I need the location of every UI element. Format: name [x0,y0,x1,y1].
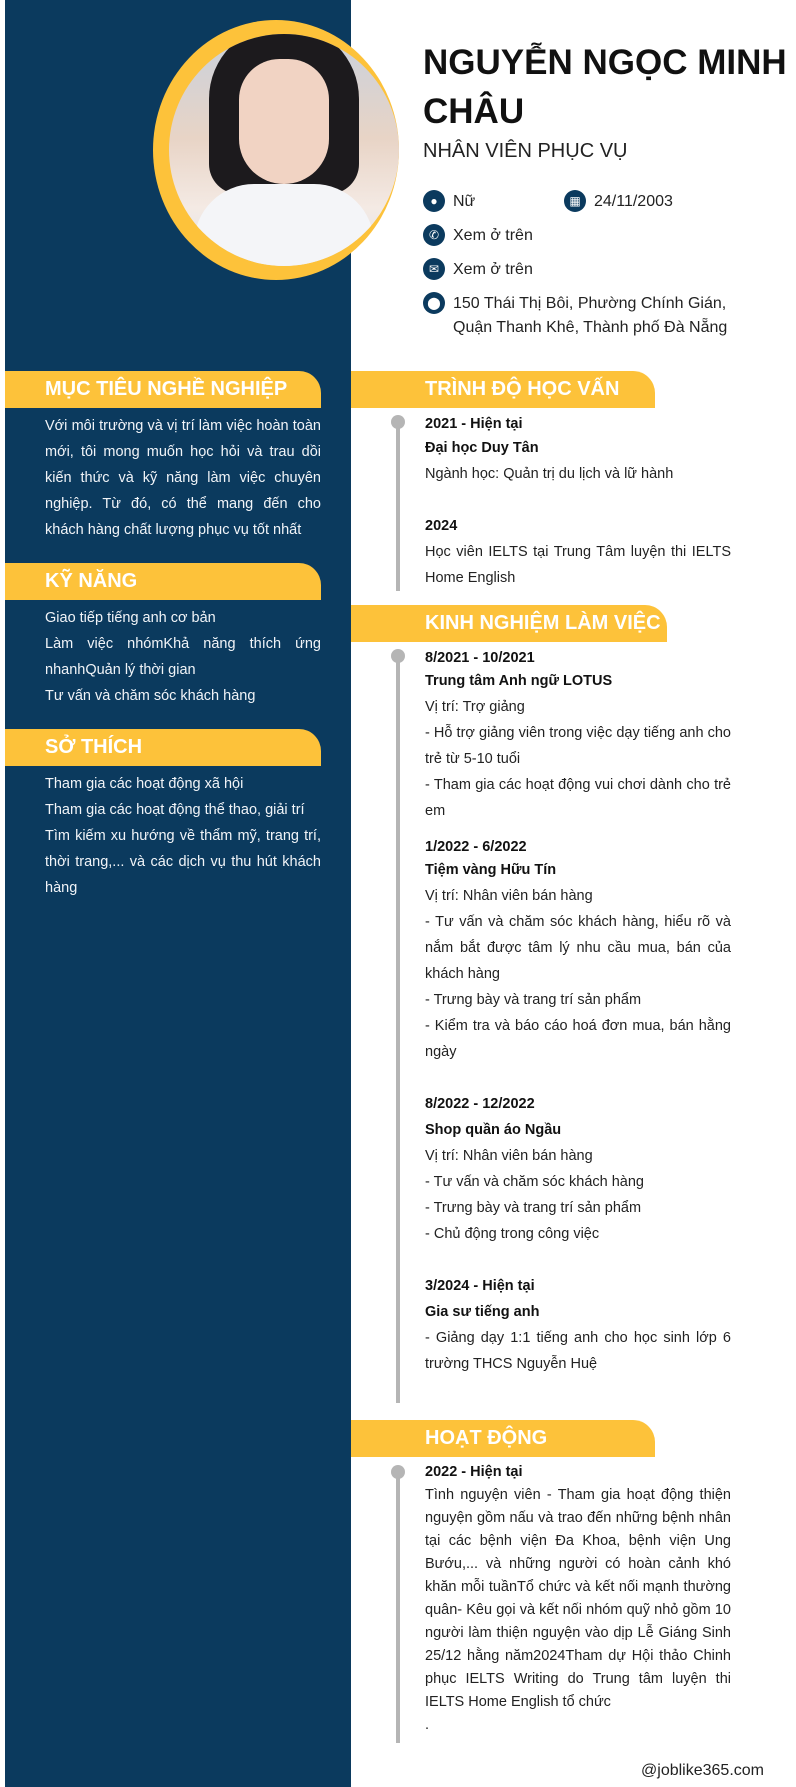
entry-line: - Tư vấn và chăm sóc khách hàng [425,1174,644,1190]
footer-watermark: @joblike365.com [641,1762,764,1779]
timeline-line [396,653,400,1403]
entry-line: Vị trí: Trợ giảng [425,699,525,715]
entry-period: 1/2022 - 6/2022 [425,839,527,855]
list-item: Tìm kiếm xu hướng về thẩm mỹ, trang trí, thời trang,... và các dịch vụ thu hút khách hàng [45,828,321,896]
entry-line: - Giảng dạy 1:1 tiếng anh cho học sinh lớp 6 trường THCS Nguyễn Huệ [425,1330,731,1372]
entry-text: Tình nguyện viên - Tham gia hoạt động thiện nguyện gồm nấu và trao đến những bệnh nhân tại các bệnh viện Đa Khoa, bệnh viện Ung Bướu,... và những người có hoàn cảnh khó khăn mỗi tuầnTổ chức và kết nối mạnh thường quân- Kêu gọi và kết nối nhóm quỹ nhỏ gồm 10 người làm thiện nguyện vào dịp Lễ Giáng Sinh 25/12 hằng năm2024Tham dự Hội thảo Chinh phục IELTS Writing do Trung tâm luyện thi IELTS Home English tổ chức [425,1487,731,1710]
entry-period: 8/2021 - 10/2021 [425,650,535,666]
entry-detail: Học viên IELTS tại Trung Tâm luyện thi IELTS Home English [425,544,731,586]
birthdate-info [564,190,673,214]
entry-company: Tiệm vàng Hữu Tín [425,862,557,878]
objective-header: MỤC TIÊU NGHỀ NGHIỆP [5,371,321,408]
education-entries [425,411,731,591]
timeline-dot [391,649,405,663]
list-item: Tham gia các hoạt động xã hội [45,776,244,792]
experience-entries [425,645,731,1377]
entry-period: 2024 [425,518,458,534]
list-item: Tham gia các hoạt động thể thao, giải trí [45,802,305,818]
activities-header: HOẠT ĐỘNG [351,1420,655,1457]
user-icon: ● [423,190,445,212]
entry-company: Shop quần áo Ngầu [425,1122,562,1138]
entry-line: - Tư vấn và chăm sóc khách hàng, hiểu rõ và nắm bắt được tâm lý nhu cầu mua, bán của khách hàng [425,914,731,982]
calendar-icon: ▦ [564,190,586,212]
list-item: Tư vấn và chăm sóc khách hàng [45,688,256,704]
phone-icon: ✆ [423,224,445,246]
entry-school: Đại học Duy Tân [425,440,539,456]
job-title: NHÂN VIÊN PHỤC VỤ [423,140,628,162]
email-value: Xem ở trên [453,261,533,278]
entry-line: - Hỗ trợ giảng viên trong việc dạy tiếng anh cho trẻ từ 5-10 tuổi [425,725,731,767]
timeline-dot [391,1465,405,1479]
timeline-line [396,419,400,591]
entry-company: Gia sư tiếng anh [425,1304,540,1320]
gender-info [423,190,475,214]
email-info [423,258,533,282]
birthdate-value: 24/11/2003 [594,193,673,210]
activities-entries [425,1461,731,1737]
avatar [169,34,399,266]
entry-period: 2022 - Hiện tại [425,1464,523,1480]
gender-value: Nữ [453,193,476,210]
entry-line: - Chủ động trong công việc [425,1226,600,1242]
entry-line: - Kiểm tra và báo cáo hoá đơn mua, bán hằng ngày [425,1018,731,1060]
address-value: 150 Thái Thị Bôi, Phường Chính Gián, Quận Thanh Khê, Thành phố Đà Nẵng [453,295,728,336]
education-header: TRÌNH ĐỘ HỌC VẤN [351,371,655,408]
timeline-dot [391,415,405,429]
skills-list [45,605,321,709]
entry-company: Trung tâm Anh ngữ LOTUS [425,673,613,689]
candidate-name: NGUYỄN NGỌC MINH CHÂU [423,43,787,131]
list-item: Giao tiếp tiếng anh cơ bản [45,610,216,626]
entry-trailing: . [425,1717,430,1733]
phone-info [423,224,533,248]
entry-detail: Ngành học: Quản trị du lịch và lữ hành [425,466,674,482]
entry-period: 8/2022 - 12/2022 [425,1096,535,1112]
entry-line: - Tham gia các hoạt động vui chơi dành cho trẻ em [425,777,731,819]
entry-line: - Trưng bày và trang trí sản phẩm [425,992,642,1008]
location-pin-icon: ⬤ [423,292,445,314]
entry-period: 3/2024 - Hiện tại [425,1278,535,1294]
phone-value: Xem ở trên [453,227,533,244]
objective-text: Với môi trường và vị trí làm việc hoàn toàn mới, tôi mong muốn học hỏi và trau dồi kiến thức và kỹ năng làm việc chuyên nghiệp. Từ đó, có thể mang đến cho khách hàng chất lượng phục vụ tốt nhất [45,418,321,538]
hobbies-list [45,771,321,901]
entry-line: Vị trí: Nhân viên bán hàng [425,888,593,904]
mail-icon: ✉ [423,258,445,280]
address-info [423,292,768,340]
entry-period: 2021 - Hiện tại [425,416,523,432]
entry-line: - Trưng bày và trang trí sản phẩm [425,1200,642,1216]
timeline-line [396,1469,400,1743]
entry-line: Vị trí: Nhân viên bán hàng [425,1148,593,1164]
list-item: Làm việc nhómKhả năng thích ứng nhanhQuản lý thời gian [45,636,321,678]
experience-header: KINH NGHIỆM LÀM VIỆC [351,605,667,642]
skills-header: KỸ NĂNG [5,563,321,600]
hobbies-header: SỞ THÍCH [5,729,321,766]
